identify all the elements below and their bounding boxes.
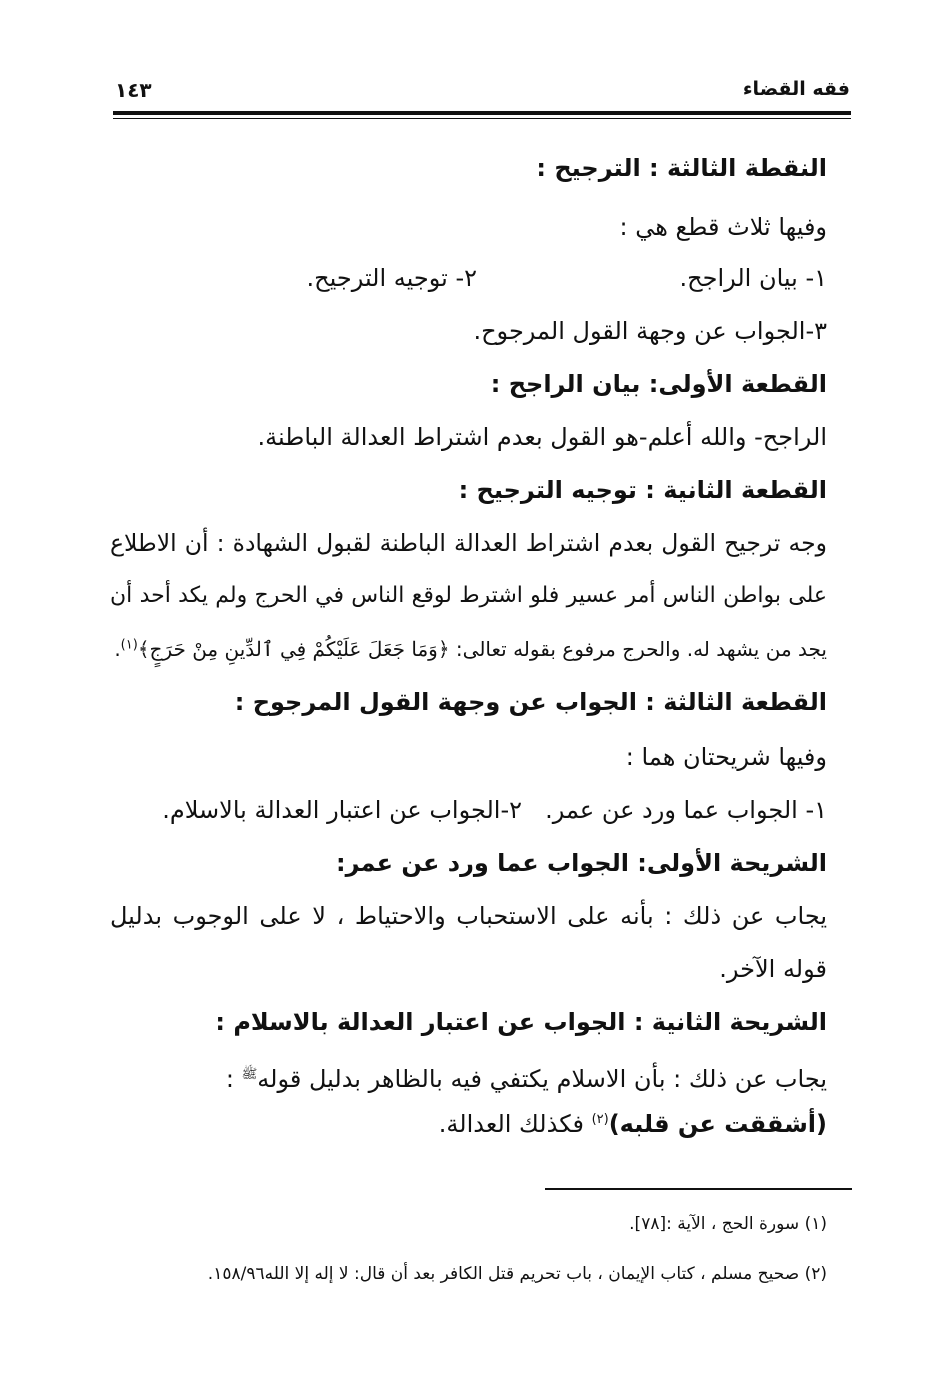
heading-part-3: القطعة الثالثة : الجواب عن وجهة القول المرجوح : — [234, 688, 827, 716]
hadith-quote: (أشققت عن قلبه) — [608, 1110, 827, 1138]
heading-part-1: القطعة الأولى: بيان الراجح : — [490, 370, 827, 398]
page-header — [115, 78, 850, 108]
list-item-3: ٣-الجواب عن وجهة القول المرجوح. — [473, 317, 827, 345]
slice-2-line-1-text: يجاب عن ذلك : بأن الاسلام يكتفي فيه بالظاهر بدليل قوله — [257, 1065, 827, 1093]
slice-1-line-2: قوله الآخر. — [719, 955, 827, 983]
footnote-ref-2: (٢) — [591, 1112, 609, 1127]
list-item-1: ١- بيان الراجح. — [679, 264, 827, 292]
slice-1-line-1: يجاب عن ذلك : بأنه على الاستحباب والاحتياط ، لا على الوجوب بدليل — [110, 902, 827, 930]
period: . — [114, 637, 121, 661]
honorific-glyph: ﷺ — [241, 1067, 258, 1082]
slice-list-item-2: ٢-الجواب عن اعتبار العدالة بالاسلام. — [162, 796, 522, 824]
quran-verse: ﴿وَمَا جَعَلَ عَلَيْكُمْ فِي ٱلدِّينِ مِنْ حَرَجٍ﴾ — [137, 637, 450, 661]
header-rule-thick — [113, 111, 851, 115]
heading-slice-2: الشريحة الثانية : الجواب عن اعتبار العدالة بالاسلام : — [215, 1008, 827, 1036]
running-title: فقه القضاء — [742, 78, 850, 100]
intro-three-parts: وفيها ثلاث قطع هي : — [619, 213, 827, 241]
slice-2-line-2 — [439, 1106, 827, 1142]
heading-tarjih: النقطة الثالثة : الترجيح : — [536, 154, 827, 182]
slice-2-line-1 — [226, 1057, 827, 1097]
slice-list-item-1: ١- الجواب عما ورد عن عمر. — [545, 796, 827, 824]
header-rule-thin — [113, 118, 851, 119]
paragraph-line-2: على بواطن الناس أمر عسير فلو اشترط لوقع الناس في الحرج ولم يكد أحد أن — [110, 583, 827, 608]
intro-two-slices: وفيها شريحتان هما : — [625, 743, 827, 771]
page-number: ١٤٣ — [115, 78, 152, 102]
paragraph-line-1: وجه ترجيح القول بعدم اشتراط العدالة الباطنة لقبول الشهادة : أن الاطلاع — [110, 529, 827, 557]
slice-2-conclusion: فكذلك العدالة. — [438, 1110, 592, 1138]
heading-part-2: القطعة الثانية : توجيه الترجيح : — [458, 476, 827, 504]
footnote-separator — [545, 1188, 852, 1190]
paragraph-rajih: الراجح- والله أعلم-هو القول بعدم اشتراط العدالة الباطنة. — [257, 423, 827, 451]
footnote-ref-1: (١) — [120, 637, 138, 653]
heading-slice-1: الشريحة الأولى: الجواب عما ورد عن عمر: — [336, 849, 827, 877]
colon: : — [225, 1065, 242, 1093]
paragraph-line-3-text: يجد من يشهد له. والحرج مرفوع بقوله تعالى: — [449, 637, 827, 661]
list-item-2: ٢- توجيه الترجيح. — [306, 264, 477, 292]
footnote-1: (١) سورة الحج ، الآية :[٧٨]. — [629, 1214, 827, 1234]
footnote-2: (٢) صحيح مسلم ، كتاب الإيمان ، باب تحريم قتل الكافر بعد أن قال: لا إله إلا الله١٥٨/٩٦. — [207, 1264, 827, 1284]
paragraph-line-3 — [114, 631, 827, 667]
